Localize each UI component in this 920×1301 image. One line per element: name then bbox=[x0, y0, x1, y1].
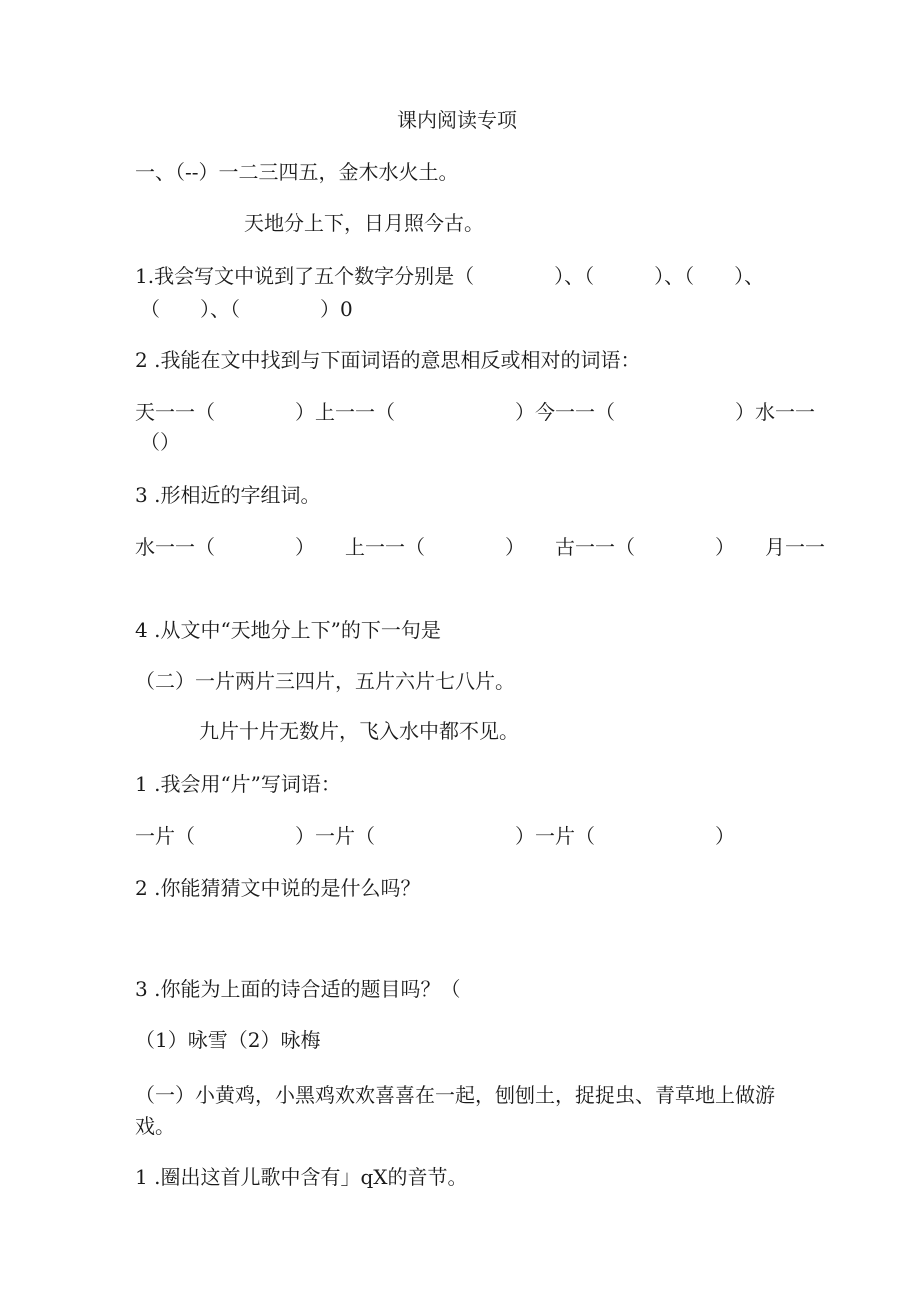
question-3-answers: 水一一（ ） 上一一（ ） 古一一（ ） 月一一 bbox=[135, 535, 825, 559]
section-3-heading-line-2: 戏。 bbox=[135, 1114, 175, 1138]
section-2-question-1: 1 .我会用“片”写词语： bbox=[135, 772, 341, 796]
section-2-question-3: 3 .你能为上面的诗合适的题目吗？（ bbox=[135, 977, 461, 1001]
page-title: 课内阅读专项 bbox=[397, 108, 517, 132]
section-2-question-3-options: （1）咏雪（2）咏梅 bbox=[135, 1028, 321, 1052]
section-2-question-1-answers: 一片（ ）一片（ ）一片（ ） bbox=[135, 824, 735, 848]
question-1-line-2: （ ）、（ ）0 bbox=[140, 297, 353, 321]
section-2-heading-line-2: 九片十片无数片，飞入水中都不见。 bbox=[199, 719, 519, 743]
section-1-heading-line-2: 天地分上下，日月照今古。 bbox=[244, 211, 484, 235]
section-3-heading-line-1: （一）小黄鸡，小黑鸡欢欢喜喜在一起，刨刨土，捉捉虫、青草地上做游 bbox=[135, 1083, 775, 1107]
question-3: 3 .形相近的字组词。 bbox=[135, 483, 321, 507]
question-2: 2 .我能在文中找到与下面词语的意思相反或相对的词语： bbox=[135, 348, 641, 372]
question-2-answers-line-2: （） bbox=[140, 430, 180, 454]
section-3-question-1: 1 .圈出这首儿歌中含有」qX的音节。 bbox=[135, 1165, 468, 1189]
section-2-heading-line-1: （二）一片两片三四片，五片六片七八片。 bbox=[135, 669, 515, 693]
question-2-answers-line-1: 天一一（ ）上一一（ ）今一一（ ）水一一 bbox=[135, 400, 815, 424]
section-2-question-2: 2 .你能猜猜文中说的是什么吗？ bbox=[135, 876, 421, 900]
section-1-heading-line-1: 一、（--）一二三四五，金木水火土。 bbox=[135, 160, 459, 184]
question-4: 4 .从文中“天地分上下”的下一句是 bbox=[135, 618, 441, 642]
question-1-line-1: 1.我会写文中说到了五个数字分别是（ ）、（ ）、（ ）、 bbox=[135, 264, 765, 288]
